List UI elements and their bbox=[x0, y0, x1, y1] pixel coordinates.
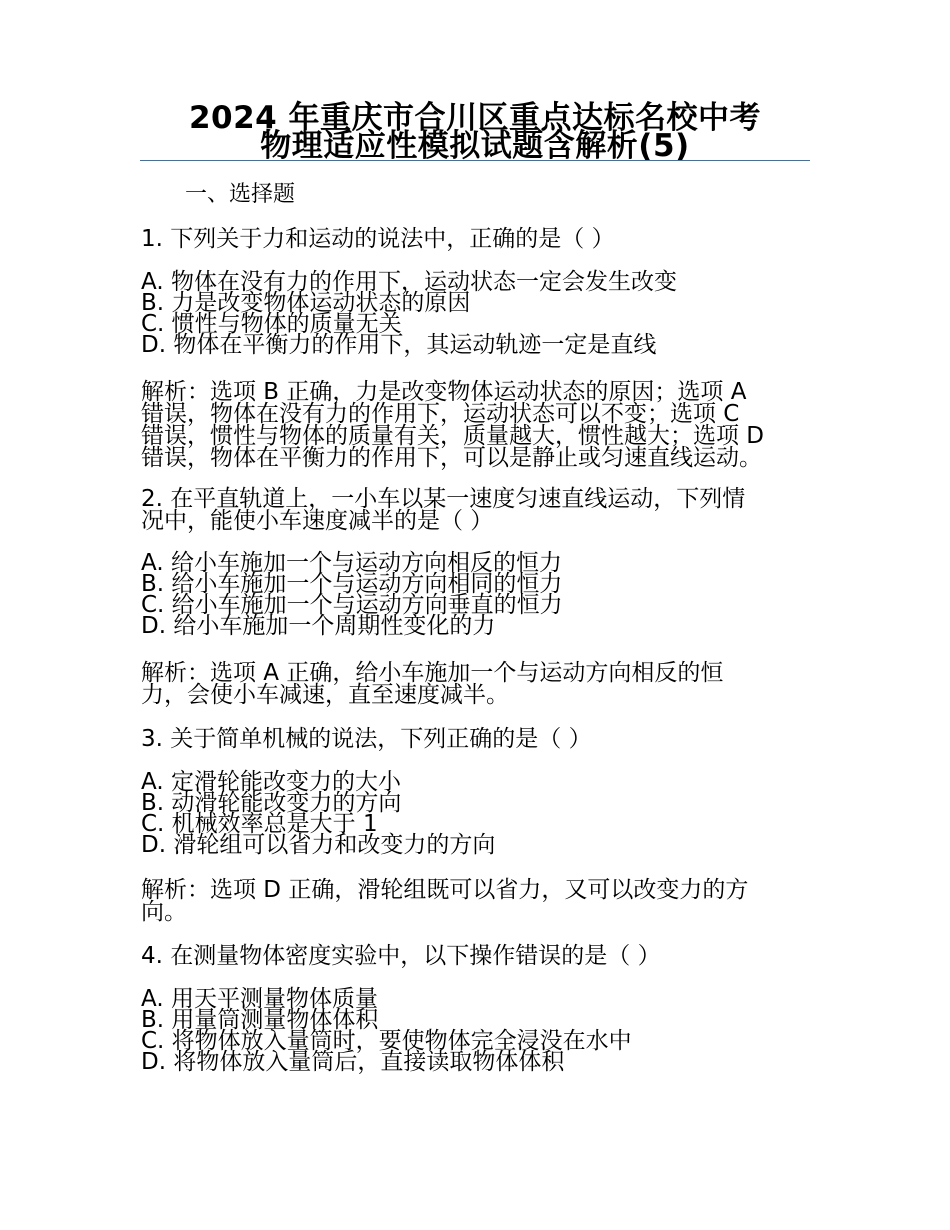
question-stem-line: 况中，能使小车速度减半的是（ ） bbox=[141, 508, 494, 534]
question-stem-line: 2. 在平直轨道上，一小车以某一速度匀速直线运动，下列情 bbox=[141, 486, 746, 512]
explanation-line: 向。 bbox=[141, 899, 187, 925]
option-a: A. 给小车施加一个与运动方向相反的恒力 bbox=[141, 550, 562, 576]
question-2-explanation bbox=[141, 662, 821, 706]
option-d: D. 物体在平衡力的作用下，其运动轨迹一定是直线 bbox=[141, 332, 657, 358]
title-line-2: 物理适应性模拟试题含解析(5) bbox=[260, 128, 690, 164]
question-3-options bbox=[141, 769, 821, 858]
explanation-line: 错误，物体在没有力的作用下，运动状态可以不变；选项 C bbox=[141, 401, 740, 427]
option-d: D. 给小车施加一个周期性变化的力 bbox=[141, 613, 496, 639]
question-3-explanation bbox=[141, 879, 821, 923]
title-underline bbox=[140, 160, 810, 161]
option-a: A. 用天平测量物体质量 bbox=[141, 986, 378, 1012]
question-1-explanation bbox=[141, 381, 821, 469]
explanation-line: 解析：选项 A 正确，给小车施加一个与运动方向相反的恒 bbox=[141, 660, 724, 686]
question-4-stem bbox=[141, 943, 821, 969]
section-heading: 一、选择题 bbox=[185, 182, 296, 207]
document-title bbox=[140, 100, 810, 164]
option-b: B. 用量筒测量物体体积 bbox=[141, 1007, 379, 1033]
option-c: C. 惯性与物体的质量无关 bbox=[141, 311, 402, 337]
option-c: C. 将物体放入量筒时，要使物体完全浸没在水中 bbox=[141, 1028, 632, 1054]
option-d: D. 将物体放入量筒后，直接读取物体体积 bbox=[141, 1049, 565, 1075]
title-line-1: 2024 年重庆市合川区重点达标名校中考 bbox=[188, 100, 762, 136]
option-c: C. 给小车施加一个与运动方向垂直的恒力 bbox=[141, 592, 563, 618]
question-stem-line: 1. 下列关于力和运动的说法中，正确的是（ ） bbox=[141, 226, 615, 252]
option-b: B. 力是改变物体运动状态的原因 bbox=[141, 290, 471, 316]
explanation-line: 力，会使小车减速，直至速度减半。 bbox=[141, 682, 509, 708]
option-b: B. 给小车施加一个与运动方向相同的恒力 bbox=[141, 571, 563, 597]
question-2-stem bbox=[141, 488, 821, 532]
question-2-options bbox=[141, 550, 821, 639]
option-c: C. 机械效率总是大于 1 bbox=[141, 811, 378, 837]
question-1-stem bbox=[141, 226, 821, 252]
option-a: A. 物体在没有力的作用下，运动状态一定会发生改变 bbox=[141, 269, 677, 295]
question-4-options bbox=[141, 986, 821, 1075]
question-stem-line: 4. 在测量物体密度实验中，以下操作错误的是（ ） bbox=[141, 943, 661, 969]
explanation-line: 解析：选项 D 正确，滑轮组既可以省力，又可以改变力的方 bbox=[141, 877, 749, 903]
question-stem-line: 3. 关于简单机械的说法，下列正确的是（ ） bbox=[141, 726, 592, 752]
explanation-line: 错误，惯性与物体的质量有关，质量越大，惯性越大；选项 D bbox=[141, 423, 765, 449]
option-d: D. 滑轮组可以省力和改变力的方向 bbox=[141, 832, 496, 858]
option-b: B. 动滑轮能改变力的方向 bbox=[141, 790, 402, 816]
explanation-line: 错误，物体在平衡力的作用下，可以是静止或匀速直线运动。 bbox=[141, 445, 762, 471]
option-a: A. 定滑轮能改变力的大小 bbox=[141, 769, 401, 795]
question-3-stem bbox=[141, 726, 821, 752]
question-1-options bbox=[141, 269, 821, 358]
explanation-line: 解析：选项 B 正确，力是改变物体运动状态的原因；选项 A bbox=[141, 379, 747, 405]
